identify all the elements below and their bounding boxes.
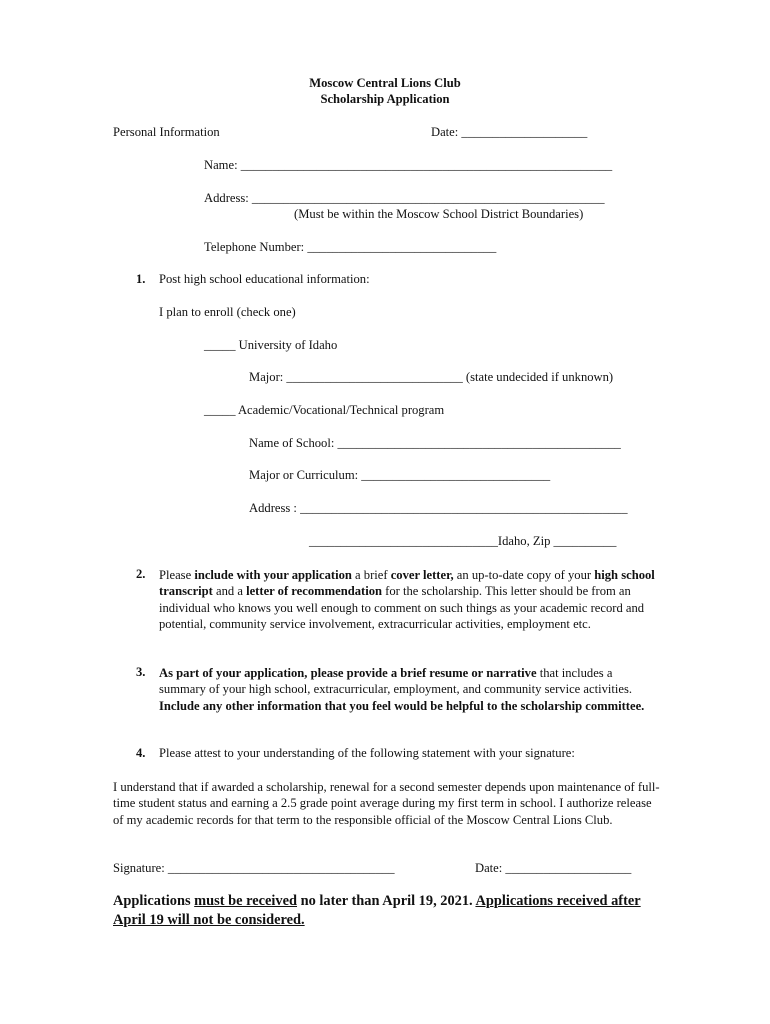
major-curriculum-field[interactable]: Major or Curriculum: ______________________________ bbox=[249, 468, 551, 482]
address-field[interactable]: Address: ________________________________________________________ bbox=[204, 191, 605, 205]
school-address-field[interactable]: Address : ____________________________________________________ bbox=[249, 501, 628, 515]
form-title: Moscow Central Lions Club bbox=[309, 76, 461, 90]
option-academic-program[interactable]: _____ Academic/Vocational/Technical program bbox=[204, 403, 445, 417]
enroll-instruction: I plan to enroll (check one) bbox=[159, 305, 296, 319]
school-name-field[interactable]: Name of School: _____________________________________________ bbox=[249, 436, 621, 450]
city-zip-field[interactable]: ______________________________Idaho, Zip __________ bbox=[309, 534, 617, 548]
item-3-number: 3. bbox=[136, 665, 146, 679]
item-4-text: Please attest to your understanding of the following statement with your signature: bbox=[159, 746, 575, 760]
attestation-statement: I understand that if awarded a scholarship, renewal for a second semester depends upon maintenance of full-time student status and earning a 2.5 grade point average during my first term in school. I authorize release of my academic records for that term to the responsible official of the Moscow Central Lions Club. bbox=[113, 780, 660, 827]
address-note: (Must be within the Moscow School District Boundaries) bbox=[294, 207, 584, 221]
telephone-field[interactable]: Telephone Number: ______________________________ bbox=[204, 240, 497, 254]
major-field[interactable]: Major: ____________________________ (state undecided if unknown) bbox=[249, 370, 614, 384]
signature-date-field[interactable]: Date: ____________________ bbox=[475, 861, 632, 875]
personal-info-heading: Personal Information bbox=[113, 125, 220, 139]
item-2-number: 2. bbox=[136, 567, 146, 581]
option-university-of-idaho[interactable]: _____ University of Idaho bbox=[204, 338, 338, 352]
item-2-text: Please include with your application a brief cover letter, an up-to-date copy of your high school transcript and a letter of recommendation for the scholarship. This letter should be from an individual who knows you well enough to comment on such things as your academic record and potential, community service involvement, extracurricular activities, employment etc. bbox=[159, 568, 655, 632]
form-subtitle: Scholarship Application bbox=[320, 92, 450, 106]
name-field[interactable]: Name: ___________________________________________________________ bbox=[204, 158, 613, 172]
item-1-number: 1. bbox=[136, 272, 146, 286]
item-4-number: 4. bbox=[136, 746, 146, 760]
signature-field[interactable]: Signature: ____________________________________ bbox=[113, 861, 395, 875]
date-field[interactable]: Date: ____________________ bbox=[431, 125, 588, 139]
item-1-text: Post high school educational information: bbox=[159, 272, 370, 286]
item-3-text: As part of your application, please provide a brief resume or narrative that includes a summary of your high school, extracurricular, employment, and community service activities. Include any other information that you feel would be helpful to the scholarship committee. bbox=[159, 666, 645, 713]
deadline-notice: Applications must be received no later than April 19, 2021. Applications received after April 19 will not be considered. bbox=[113, 893, 641, 928]
